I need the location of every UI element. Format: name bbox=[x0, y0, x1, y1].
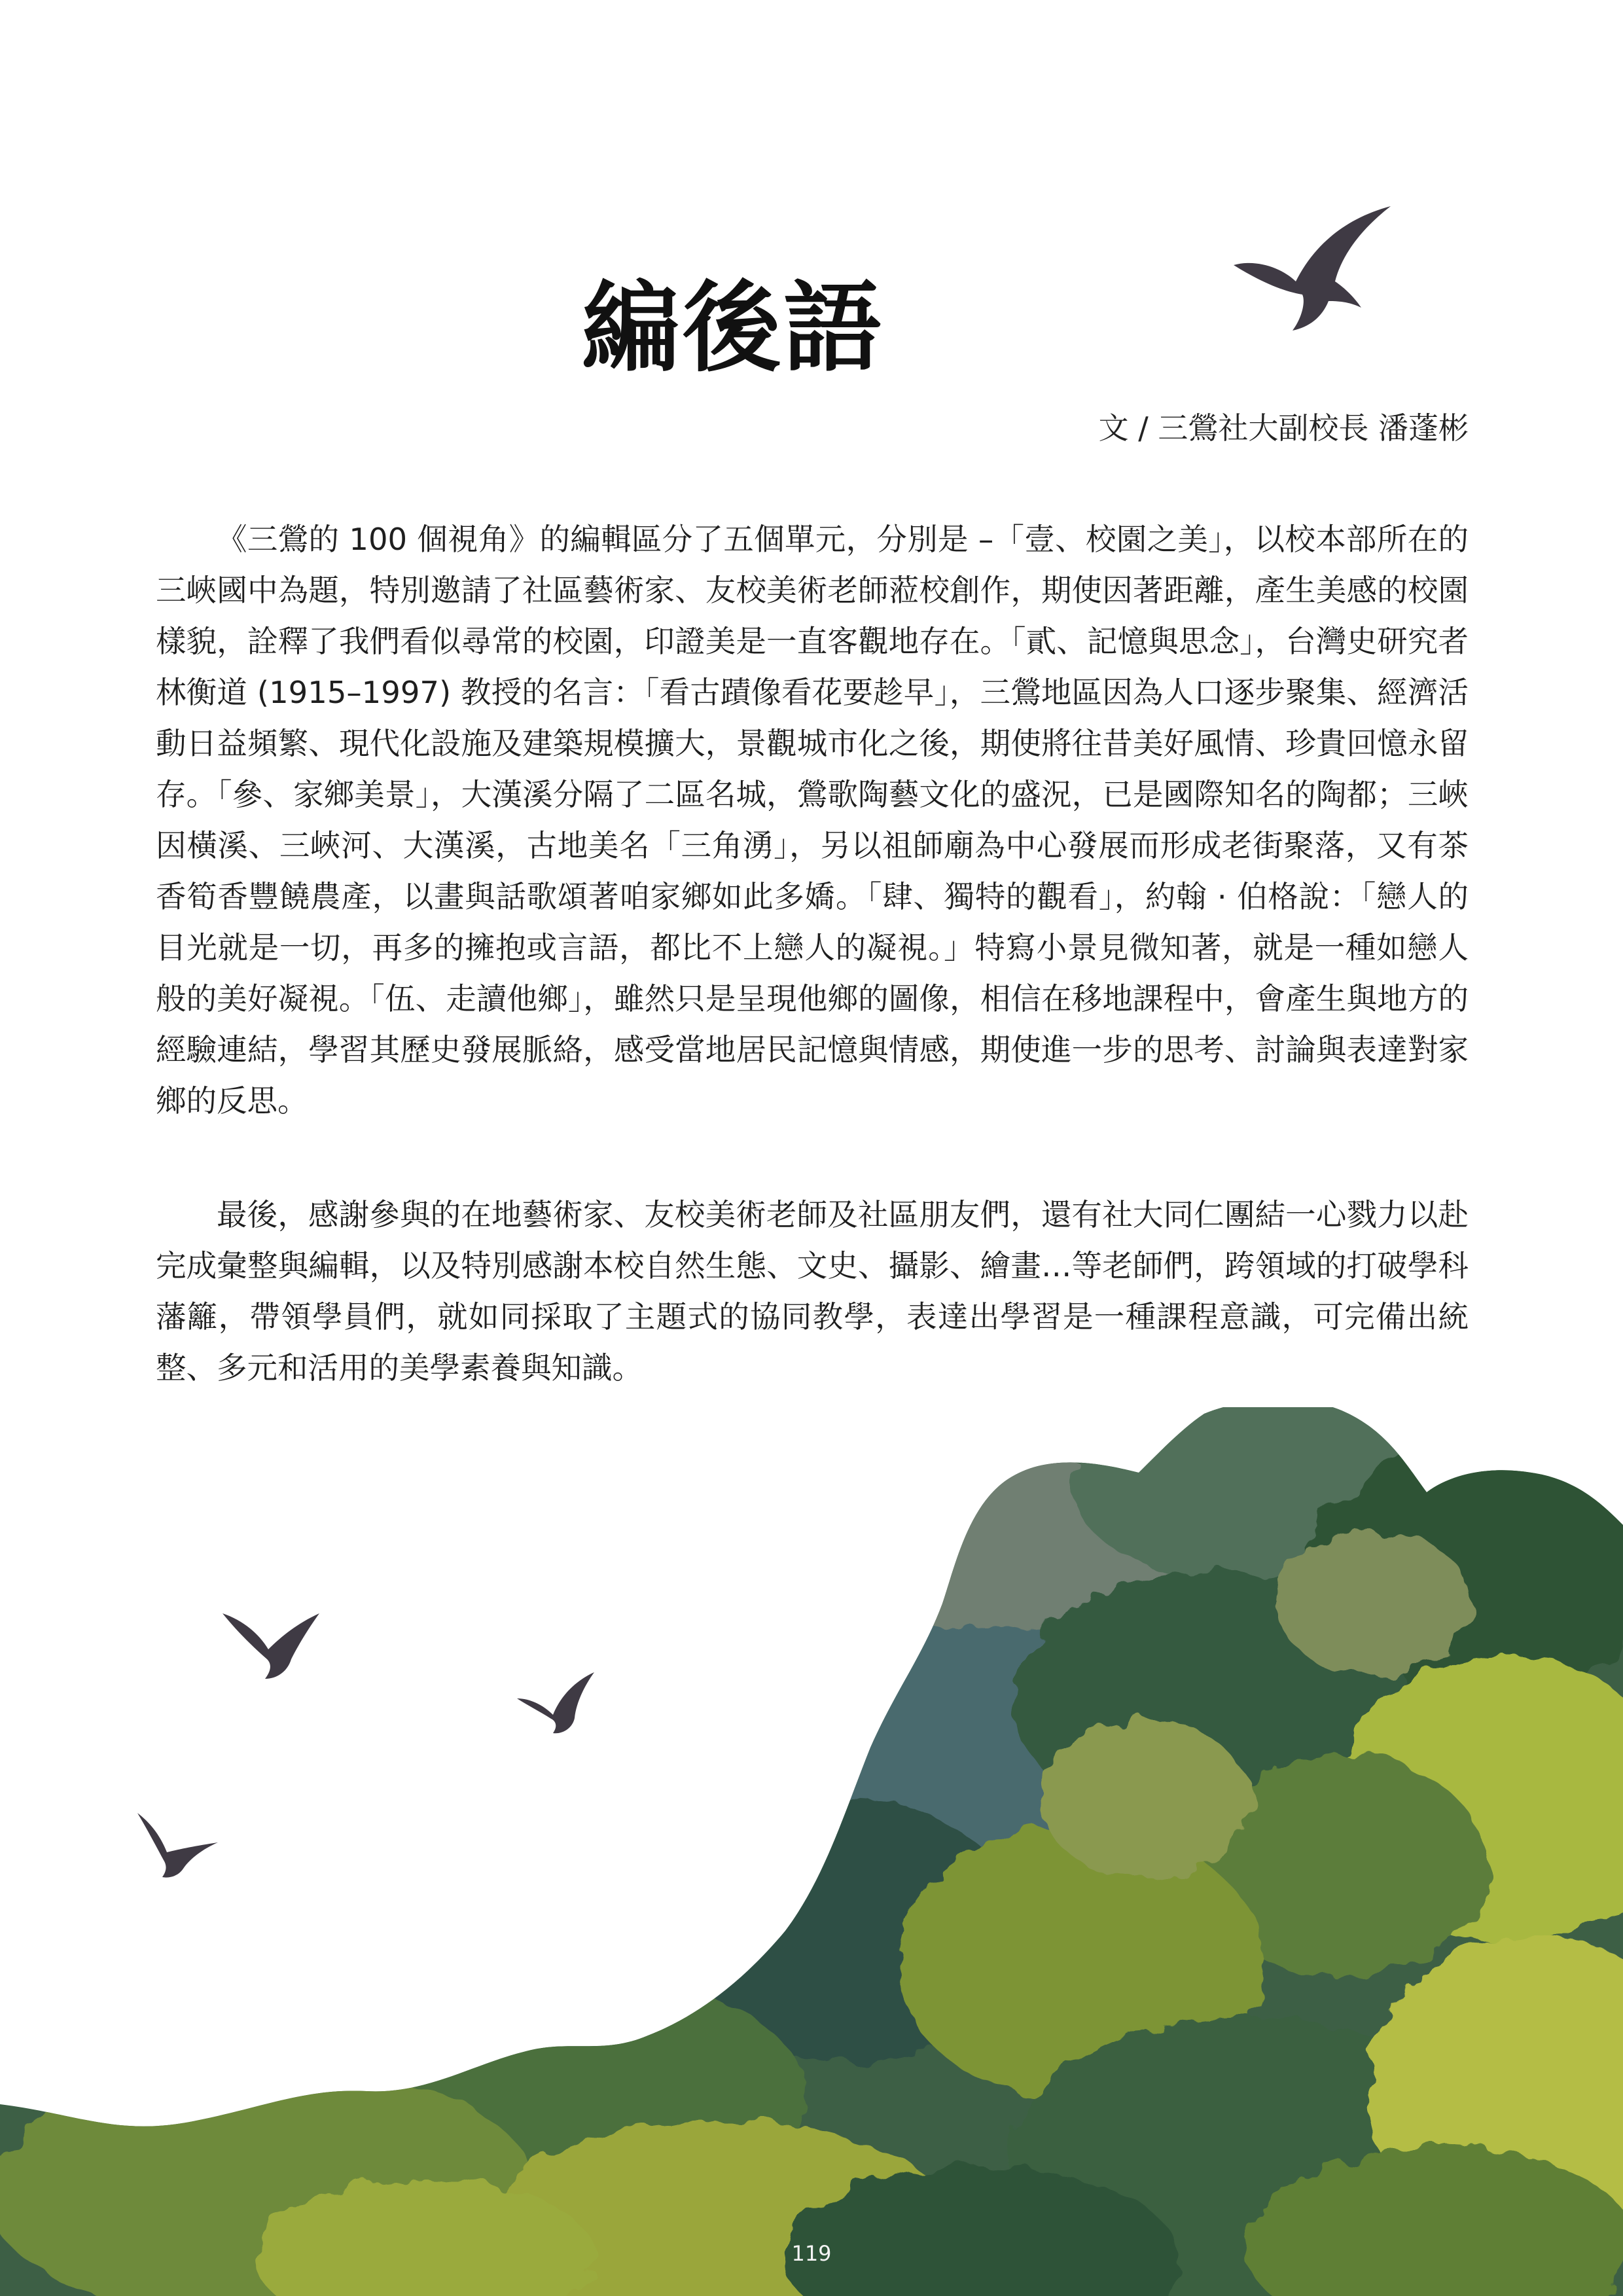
page-title: 編後語 bbox=[581, 272, 884, 386]
byline: 文 / 三鶯社大副校長 潘蓬彬 bbox=[1098, 410, 1469, 446]
bird-icon bbox=[1230, 203, 1394, 334]
bird-icon bbox=[517, 1669, 596, 1734]
paragraph: 最後，感謝參與的在地藝術家、友校美術老師及社區朋友們，還有社大同仁團結一心戮力以赴完成彙整與編輯，以及特別感謝本校自然生態、文史、攝影、繪畫…等老師們，跨領域的打破學科藩籬，帶領學員們，就如同採取了主題式的協同教學，表達出學習是一種課程意識，可完備出統整、多元和活用的美學素養與知識。 bbox=[156, 1197, 1469, 1386]
paragraph: 《三鶯的 100 個視角》的編輯區分了五個單元，分別是 –「壹、校園之美」，以校本部所在的三峽國中為題，特別邀請了社區藝術家、友校美術老師蒞校創作，期使因著距離，產生美感的校園樣貌，詮釋了我們看似尋常的校園，印證美是一直客觀地存在。「貳、記憶與思念」，台灣史研究者林衡道 (1915–1997) 教授的名言：「看古蹟像看花要趁早」，三鶯地區因為人口逐步聚集、經濟活動日益頻繁、現代化設施及建築規模擴大，景觀城市化之後，期使將往昔美好風情、珍貴回憶永留存。「參、家鄉美景」，大漢溪分隔了二區名城，鶯歌陶藝文化的盛況，已是國際知名的陶都；三峽因橫溪、三峽河、大漢溪，古地美名「三角湧」，另以祖師廟為中心發展而形成老街聚落，又有茶香筍香豐饒農產，以畫與話歌頌著咱家鄉如此多嬌。「肆、獨特的觀看」，約翰 · 伯格說：「戀人的目光就是一切，再多的擁抱或言語，都比不上戀人的凝視。」特寫小景見微知著，就是一種如戀人般的美好凝視。「伍、走讀他鄉」，雖然只是呈現他鄉的圖像，相信在移地課程中，會產生與地方的經驗連結，學習其歷史發展脈絡，感受當地居民記憶與情感，期使進一步的思考、討論與表達對家鄉的反思。 bbox=[156, 522, 1469, 1119]
article-body bbox=[156, 514, 1469, 1393]
hills-painting bbox=[0, 1407, 1623, 2296]
bird-icon bbox=[223, 1610, 321, 1682]
page-number: 119 bbox=[791, 2241, 832, 2266]
bird-icon bbox=[137, 1813, 219, 1878]
